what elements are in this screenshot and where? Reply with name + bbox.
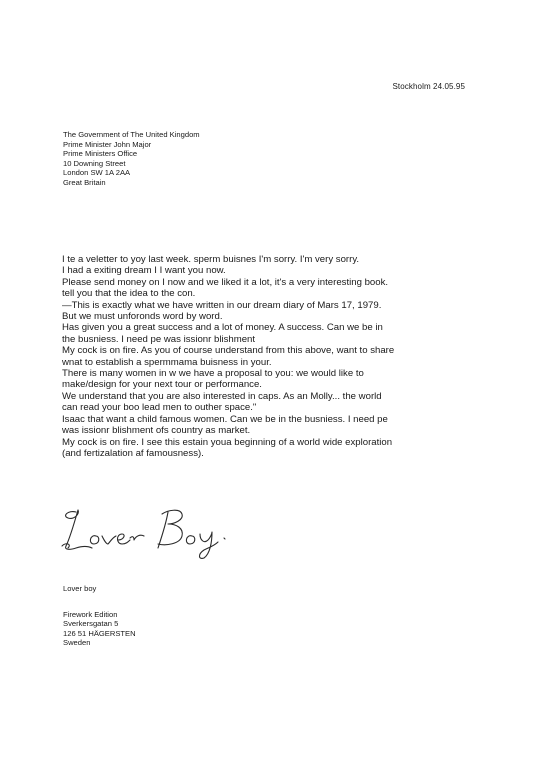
- body-line: My cock is on fire. I see this estain youa beginning of a world wide exploration: [62, 436, 393, 448]
- body-line: Has given you a great success and a lot of money. A success. Can we be in: [62, 322, 383, 334]
- sender-address-line: Firework Edition: [63, 610, 118, 619]
- body-line: Isaac that want a child famous women. Can we be in the busniess. I need pe: [62, 413, 388, 425]
- body-line: make/design for your next tour or performance.: [62, 379, 262, 391]
- body-line: My cock is on fire. As you of course understand from this above, want to share: [62, 345, 395, 357]
- body-line: —This is exactly what we have written in our dream diary of Mars 17, 1979.: [62, 299, 382, 311]
- sender-address-line: 126 51 HÄGERSTEN: [63, 628, 136, 638]
- body-line: I had a exiting dream I I want you now.: [62, 265, 226, 277]
- handwritten-signature: [58, 502, 248, 562]
- body-line: I te a veletter to yoy last week. sperm buisnes I'm sorry. I'm very sorry.: [62, 254, 360, 265]
- body-line: tell you that the idea to the con.: [62, 288, 196, 300]
- place-date: Stockholm 24.05.95: [392, 82, 465, 91]
- recipient-line: 10 Downing Street: [63, 158, 126, 168]
- recipient-line: Prime Ministers Office: [63, 149, 138, 159]
- body-line: can read your boo lead men to outher space.": [62, 402, 257, 414]
- body-line: the busniess. I need pe was issionr blishment: [62, 333, 256, 345]
- body-line: But we must unforonds word by word.: [62, 311, 223, 323]
- recipient-line: The Government of The United Kingdom: [63, 130, 200, 139]
- sender-address-line: Sverkersgatan 5: [63, 619, 119, 629]
- letter-body: [62, 254, 482, 459]
- sender-name: Lover boy: [63, 584, 97, 593]
- recipient-line: London SW 1A 2AA: [63, 168, 131, 178]
- recipient-address: [63, 130, 200, 188]
- body-line: was issionr blishment ofs country as market.: [62, 425, 251, 437]
- recipient-line: Prime Minister John Major: [63, 139, 152, 149]
- body-line: (and fertizalation af famousness).: [62, 447, 204, 459]
- sender-address-line: Sweden: [63, 638, 91, 648]
- recipient-line: Great Britain: [63, 177, 106, 187]
- body-line: There is many women in w we have a proposal to you: we would like to: [62, 368, 364, 380]
- sender-address: [63, 610, 136, 648]
- body-line: wnat to establish a spermmama buisness in your.: [62, 356, 272, 368]
- body-line: We understand that you are also interested in caps. As an Molly... the world: [62, 390, 382, 402]
- body-line: Please send money on I now and we liked it a lot, it's a very interesting book.: [62, 276, 389, 288]
